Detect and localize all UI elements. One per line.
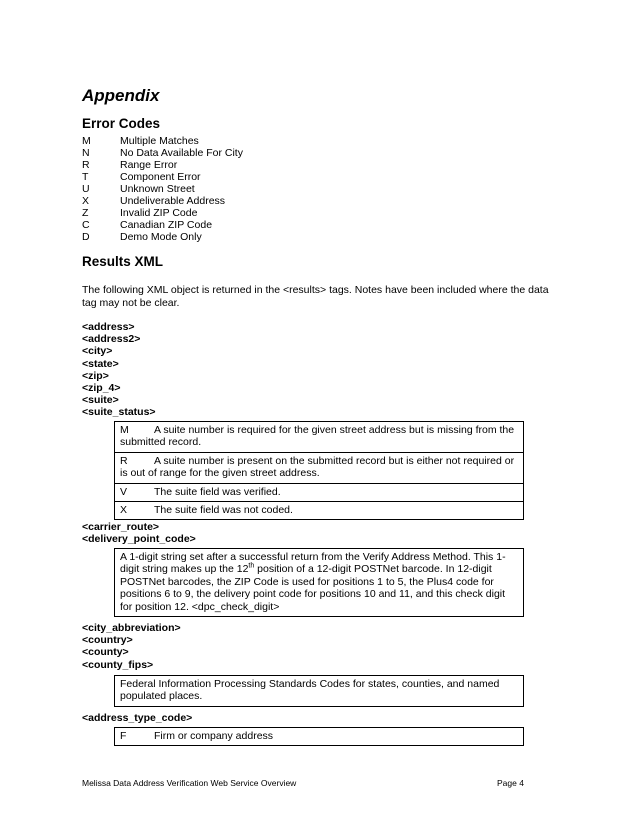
error-code-row (82, 195, 243, 207)
note-code: V (120, 485, 128, 498)
note-text: Firm or company address (154, 730, 274, 742)
note-code: M (120, 424, 129, 436)
error-code-row (82, 135, 243, 147)
suite-status-note (115, 422, 523, 453)
error-desc: Range Error (120, 159, 178, 171)
note-text-part2: position of a 12-digit POSTNet barcode. In 12-digit POSTNet barcodes, the ZIP Code is used for positions 1 to 5, the Plus4 code for positions 6 to 9, the delivery point code for positions 10 and 11, and this check digit for position 12. <dpc_check_digit> (120, 563, 506, 613)
error-code: Z (82, 207, 89, 219)
xml-tag-list (82, 521, 196, 545)
xml-tag: <address> (82, 321, 135, 333)
xml-tag: <address_type_code> (82, 712, 193, 724)
error-code: D (82, 231, 90, 243)
note-text: The suite field was not coded. (154, 504, 293, 517)
address-type-notes-box (114, 727, 524, 746)
error-desc: Demo Mode Only (120, 231, 202, 243)
xml-tag: <zip_4> (82, 381, 121, 394)
county-fips-note-box (114, 675, 524, 707)
delivery-point-note-box (114, 548, 524, 617)
error-code: C (82, 219, 90, 231)
address-type-note (115, 728, 523, 745)
error-codes-heading: Error Codes (82, 116, 161, 131)
xml-tag: <suite_status> (82, 406, 156, 419)
xml-tag: <county_fips> (82, 658, 154, 671)
error-code: X (82, 195, 90, 207)
note-superscript: th (248, 562, 255, 570)
county-fips-note: Federal Information Processing Standards Codes for states, counties, and named populated places. (120, 678, 500, 703)
error-desc: Canadian ZIP Code (120, 219, 213, 231)
xml-tag: <zip> (82, 369, 109, 382)
error-code-row (82, 171, 243, 183)
xml-tag: <county> (82, 646, 129, 659)
note-code: F (120, 730, 127, 742)
error-desc: Undeliverable Address (120, 195, 226, 207)
delivery-point-note (115, 549, 523, 616)
footer-title: Melissa Data Address Verification Web Service Overview (82, 778, 297, 788)
note-code: X (120, 504, 128, 517)
xml-tag-list (82, 712, 192, 724)
page-number: Page 4 (497, 778, 524, 788)
results-xml-heading: Results XML (82, 254, 164, 269)
error-desc: Invalid ZIP Code (120, 207, 198, 219)
error-desc: Unknown Street (120, 183, 195, 195)
note-text-part1: A 1-digit string set after a successful return from the Verify Address Method. This 1-digit string makes up the 12 (120, 551, 506, 576)
note-text: The suite field was verified. (154, 485, 281, 498)
suite-status-note (115, 484, 523, 502)
xml-tag: <country> (82, 634, 133, 647)
error-desc: No Data Available For City (120, 147, 243, 159)
suite-status-notes-box (114, 421, 524, 520)
xml-tag: <suite> (82, 394, 119, 407)
error-code-row (82, 207, 243, 219)
suite-status-note (115, 453, 523, 484)
error-code-row (82, 183, 243, 195)
note-text: A suite number is required for the given street address but is missing from the submitted record. (120, 424, 515, 449)
results-xml-intro: The following XML object is returned in the <results> tags. Notes have been included where the data tag may not be clear. (82, 284, 549, 309)
error-desc: Multiple Matches (120, 135, 199, 147)
error-code: M (82, 135, 91, 147)
error-code: R (82, 159, 90, 171)
xml-tag: <city> (82, 345, 113, 358)
xml-tag: <city_abbreviation> (82, 622, 181, 634)
error-desc: Component Error (120, 171, 201, 183)
error-code-row (82, 159, 243, 171)
note-text: A suite number is present on the submitted record but is either not required or is out of range for the given street address. (120, 454, 515, 480)
error-code: T (82, 171, 89, 183)
xml-tag-list (82, 321, 156, 419)
error-code: N (82, 147, 90, 159)
xml-tag: <address2> (82, 333, 141, 346)
suite-status-note (115, 502, 523, 519)
error-code-row (82, 231, 243, 243)
error-code-row (82, 219, 243, 231)
error-codes-list (82, 135, 243, 243)
appendix-title: Appendix (82, 86, 160, 105)
note-code: R (120, 454, 128, 467)
xml-tag-list (82, 622, 181, 671)
error-code: U (82, 183, 90, 195)
xml-tag: <delivery_point_code> (82, 533, 196, 546)
error-code-row (82, 147, 243, 159)
xml-tag: <carrier_route> (82, 521, 160, 533)
xml-tag: <state> (82, 357, 119, 370)
